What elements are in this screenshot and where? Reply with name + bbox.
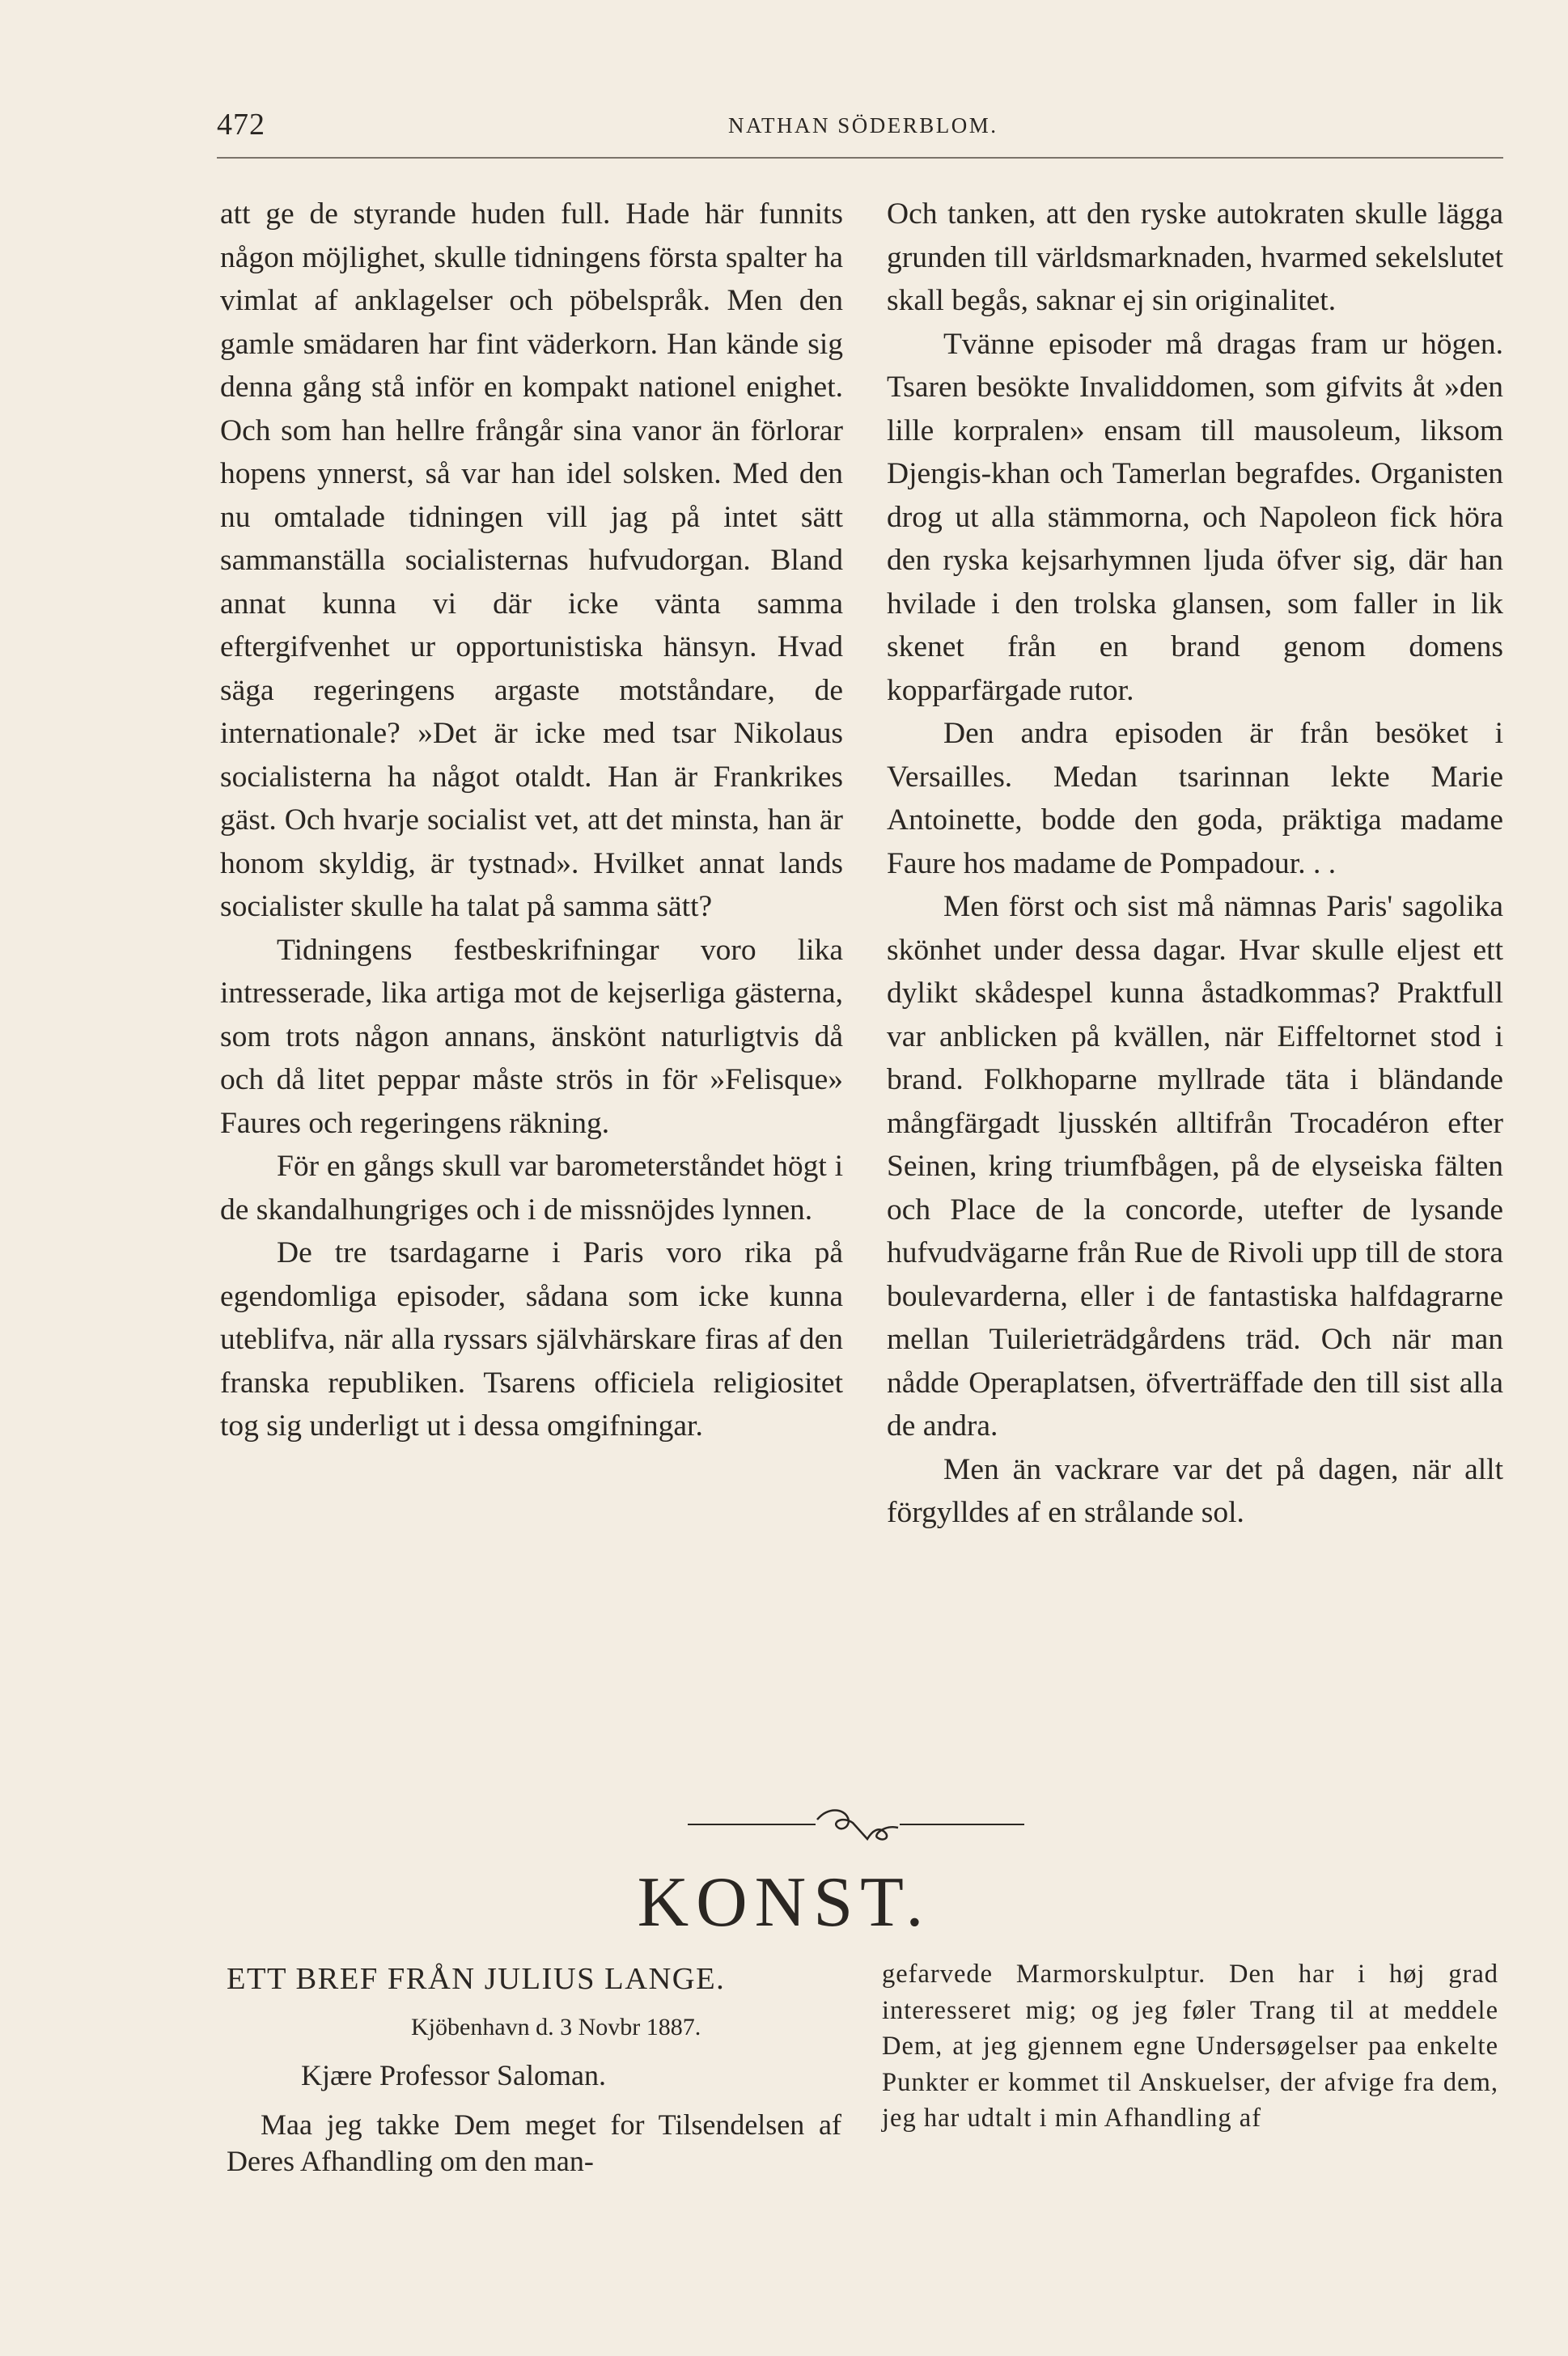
paragraph: att ge de styrande huden full. Hade här funnits någon möjlighet, skulle tidningens första spalter ha vimlat af anklagelser och pöbelspråk. Men den gamle smädaren har fint väderkorn. Han kände sig denna gång stå inför en kompakt nationel enighet. Och som han hellre frångår sina vanor än förlorar hopens ynnerst, så var han idel solsken. Med den nu omtalade tidningen vill jag på intet sätt sammanställa socialisternas hufvudorgan. Bland annat kunna vi där icke vänta samma eftergifvenhet ur opportunistiska hänsyn. Hvad säga regeringens argaste motståndare, de internationale? »Det är icke med tsar Nikolaus socialisterna ha något otaldt. Han är Frankrikes gäst. Och hvarje socialist vet, att det minsta, han är honom skyldig, är tystnad». Hvilket annat lands socialister skulle ha talat på samma sätt? <box>220 197 843 923</box>
paragraph: Tidningens festbeskrifningar voro lika intresserade, lika artiga mot de kejserliga gästerna, som trots någon annans, änskönt naturligtvis då och då litet peppar måste strös in för »Felisque» Faures och regeringens räkning. <box>220 933 843 1140</box>
section-title: KONST. <box>637 1863 931 1942</box>
paragraph: Men först och sist må nämnas Paris' sagolika skönhet under dessa dagar. Hvar skulle eljest ett dylikt skådespel kunna åstadkommas? Praktfull var anblicken på kvällen, när Eiffeltornet stod i brand. Folkhoparne myllrade täta i bländande mångfärgadt ljusskén alltifrån Trocadéron efter Seinen, kring triumfbågen, på de elyseiska fälten och Place de la concorde, utefter de lysande hufvudvägarne från Rue de Rivoli upp till de stora boulevarderna, eller i de fantastiska halfdagrarne mellan Tuilerieträdgårdens träd. Och när man nådde Operaplatsen, öfverträffade den till sist alla de andra. <box>887 890 1503 1443</box>
paragraph: Maa jeg takke Dem meget for Tilsendelsen af Deres Afhandling om den man- <box>227 2108 841 2177</box>
letter-right-column <box>882 1956 1498 2137</box>
paragraph: gefarvede Marmorskulptur. Den har i høj grad interesseret mig; og jeg føler Trang til at meddele Dem, at jeg gjennem egne Undersøgelser paa enkelte Punkter er kommet til Anskuelser, der afvige fra dem, jeg har udtalt i min Afhandling af <box>882 1960 1498 2133</box>
left-column <box>220 193 843 1448</box>
header-rule <box>217 157 1503 159</box>
letter-title: ETT BREF FRÅN JULIUS LANGE. <box>227 1962 726 1996</box>
letter-date: Kjöbenhavn d. 3 Novbr 1887. <box>411 2014 701 2040</box>
paragraph: För en gångs skull var barometerståndet högt i de skandalhungriges och i de missnöjdes lynnen. <box>220 1150 843 1227</box>
paragraph: De tre tsardagarne i Paris voro rika på egendomliga episoder, sådana som icke kunna uteblifva, när alla ryssars självhärskare firas af den franska republiken. Tsarens officiela religiositet tog sig underligt ut i dessa omgifningar. <box>220 1236 843 1443</box>
letter-left-column <box>227 1960 841 2180</box>
letter-body <box>227 2107 841 2180</box>
right-column <box>887 193 1503 1535</box>
running-head: NATHAN SÖDERBLOM. <box>728 113 998 138</box>
paragraph: Men än vackrare var det på dagen, när allt förgylldes af en strålande sol. <box>887 1452 1503 1529</box>
paragraph: Den andra episoden är från besöket i Versailles. Medan tsarinnan lekte Marie Antoinette, bodde den goda, präktiga madame Faure hos madame de Pompadour. . . <box>887 717 1503 880</box>
section-divider-ornament <box>686 1800 1026 1849</box>
paragraph: Och tanken, att den ryske autokraten skulle lägga grunden till världsmarknaden, hvarmed sekelslutet skall begås, saknar ej sin originalitet. <box>887 197 1503 317</box>
page-number: 472 <box>217 108 265 142</box>
paragraph: Tvänne episoder må dragas fram ur högen. Tsaren besökte Invaliddomen, som gifvits åt »den lille korpralen» ensam till mausoleum, liksom Djengis-khan och Tamerlan begrafdes. Organisten drog ut alla stämmorna, och Napoleon fick höra den ryska kejsarhymnen ljuda öfver sig, där han hvilade i den trolska glansen, som faller in lik skenet från en brand genom domens kopparfärgade rutor. <box>887 327 1503 707</box>
page-header <box>217 107 1503 155</box>
letter-greeting: Kjære Professor Saloman. <box>301 2059 606 2091</box>
